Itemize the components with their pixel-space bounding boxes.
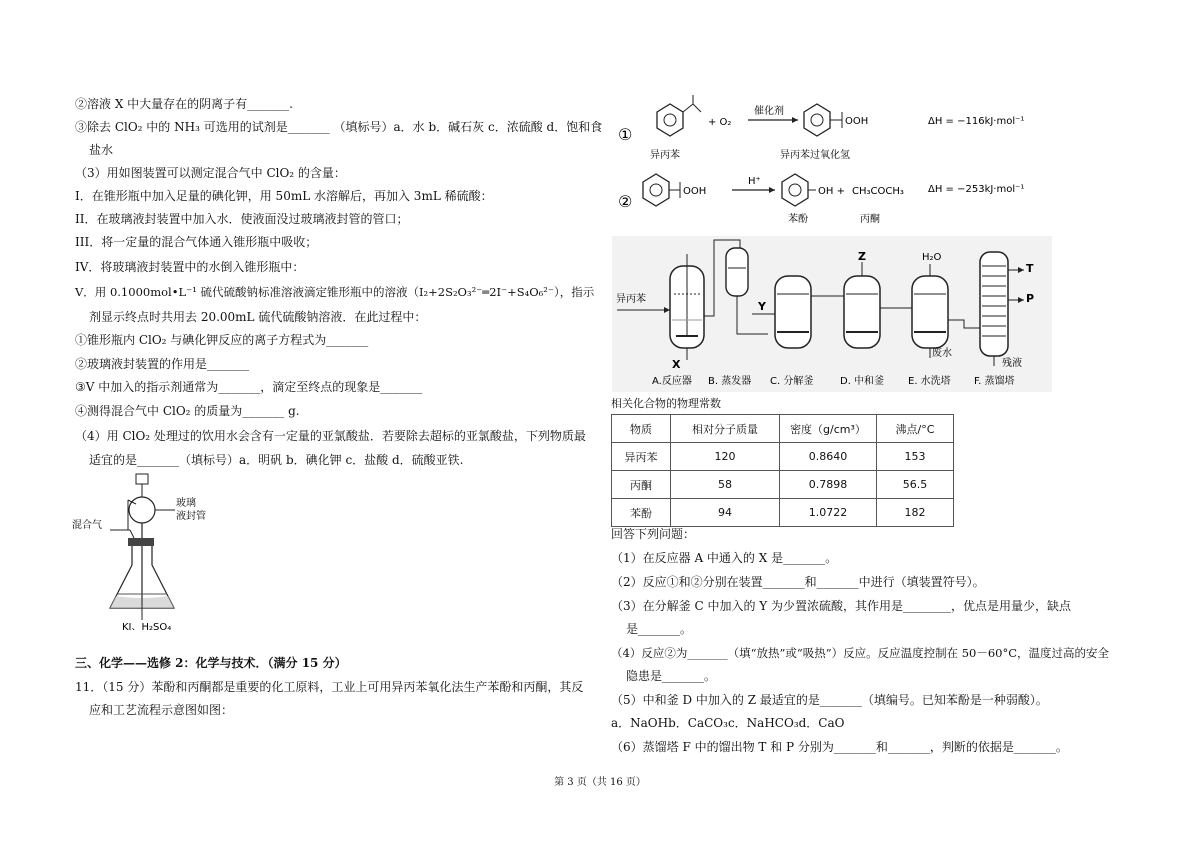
- dh2-label: ΔH = −253kJ·mol⁻¹: [928, 184, 1025, 195]
- solution-label: KI、H₂SO₄: [122, 622, 172, 630]
- table-cell: 153: [877, 443, 954, 471]
- text-line: ②溶液 X 中大量存在的阴离子有_______.: [75, 97, 293, 111]
- text-line: （1）在反应器 A 中通入的 X 是_______。: [611, 551, 838, 565]
- text-line: 回答下列问题：: [611, 527, 696, 541]
- text-line: ④测得混合气中 ClO₂ 的质量为_______ g.: [75, 404, 300, 418]
- section-heading: 三、化学——选修 2：化学与技术．（满分 15 分）: [75, 656, 347, 670]
- table-cell: 56.5: [877, 471, 954, 499]
- process-flow-diagram: [612, 236, 1052, 392]
- text-line: （4）用 ClO₂ 处理过的饮用水会含有一定量的亚氯酸盐．若要除去超标的亚氯酸盐，下列物质最: [75, 429, 586, 443]
- seal-label-2: 液封管: [176, 511, 206, 522]
- unit-label-e: E. 水洗塔: [908, 376, 951, 387]
- text-line: ②玻璃液封装置的作用是_______: [75, 357, 250, 371]
- y-label: Y: [758, 300, 766, 313]
- reaction-scheme: [610, 92, 1050, 237]
- neutralizer-d: [844, 276, 880, 348]
- table-header-cell: 相对分子质量: [671, 415, 780, 443]
- table-cell: 1.0722: [780, 499, 877, 527]
- text-line: ③V 中加入的指示剂通常为_______，滴定至终点的现象是_______: [75, 380, 423, 394]
- acetone-name: 丙酮: [860, 214, 880, 225]
- washer-e: [912, 276, 948, 348]
- page-footer: 第 3 页（共 16 页）: [554, 777, 646, 788]
- text-line: 盐水: [89, 143, 114, 157]
- table-header-cell: 物质: [612, 415, 671, 443]
- benzene-ring: [657, 104, 683, 136]
- text-line: （3）在分解釜 C 中加入的 Y 为少置浓硫酸，其作用是________，优点是用量少，缺点: [611, 599, 1071, 613]
- text-line: （6）蒸馏塔 F 中的馏出物 T 和 P 分别为_______和_______，判断的依据是_______。: [611, 740, 1068, 754]
- table-cell: 120: [671, 443, 780, 471]
- apparatus-diagram: [70, 470, 210, 630]
- x-label: X: [672, 358, 681, 371]
- p-label: P: [1026, 292, 1035, 305]
- water-label: H₂O: [922, 252, 942, 263]
- text-line: （5）中和釜 D 中加入的 Z 最适宜的是_______（填编号。已知苯酚是一种弱酸）。: [611, 693, 1048, 707]
- text-line: 隐患是_______。: [626, 669, 717, 683]
- phenol-oh-label: OH +: [818, 186, 845, 197]
- feed-label: 异丙苯: [616, 294, 646, 305]
- table-cell: 0.8640: [780, 443, 877, 471]
- text-line: 应和工艺流程示意图如图：: [89, 703, 234, 717]
- text-line: 是_______。: [626, 622, 693, 636]
- residue-label: 残液: [1002, 358, 1022, 369]
- hydroperoxide-name: 异丙苯过氧化氢: [780, 150, 850, 161]
- text-line: a．NaOHb．CaCO₃c．NaHCO₃d．CaO: [611, 716, 845, 730]
- table-header-cell: 沸点/°C: [877, 415, 954, 443]
- text-line: V．用 0.1000mol•L⁻¹ 硫代硫酸钠标准溶液滴定锥形瓶中的溶液（I₂+2S₂O₃²⁻═2I⁻+S₄O₆²⁻），指示: [75, 285, 595, 299]
- seal-label: 玻璃: [176, 498, 196, 509]
- unit-label-b: B. 蒸发器: [708, 376, 752, 387]
- text-line: （3）用如图装置可以测定混合气中 ClO₂ 的含量：: [75, 166, 346, 180]
- unit-label-d: D. 中和釜: [840, 376, 885, 387]
- table-caption: 相关化合物的物理常数: [611, 397, 721, 410]
- table-cell: 丙酮: [612, 471, 671, 499]
- o2-label: + O₂: [708, 117, 732, 128]
- table-cell: 94: [671, 499, 780, 527]
- table-cell: 异丙苯: [612, 443, 671, 471]
- gas-label: 混合气: [72, 520, 102, 531]
- benzene-ring: [643, 174, 669, 206]
- phenol-name: 苯酚: [788, 214, 808, 225]
- table-cell: 58: [671, 471, 780, 499]
- table-cell: 苯酚: [612, 499, 671, 527]
- text-line: ①锥形瓶内 ClO₂ 与碘化钾反应的离子方程式为_______: [75, 333, 369, 347]
- text-line: （4）反应②为_______（填“放热”或“吸热”）反应。反应温度控制在 50－60°C，温度过高的安全: [611, 646, 1110, 660]
- table-row: [612, 499, 954, 527]
- acetone-formula: CH₃COCH₃: [852, 186, 904, 197]
- table-row: [612, 471, 954, 499]
- text-line: ③除去 ClO₂ 中的 NH₃ 可选用的试剂是_______ （填标号）a．水 b．碱石灰 c．浓硫酸 d．饱和食: [75, 120, 603, 134]
- unit-label-a: A.反应器: [652, 376, 692, 387]
- evaporator-b: [726, 248, 748, 296]
- reaction-1-number: ①: [618, 125, 633, 144]
- text-line: III．将一定量的混合气体通入锥形瓶中吸收；: [75, 235, 318, 249]
- text-line: 适宜的是_______（填标号）a．明矾 b．碘化钾 c．盐酸 d．硫酸亚铁.: [89, 453, 464, 467]
- ooh-label-2: OOH: [683, 186, 707, 197]
- text-line: 11．（15 分）苯酚和丙酮都是重要的化工原料，工业上可用异丙苯氧化法生产苯酚和丙酮，其反: [75, 680, 584, 694]
- text-line: I．在锥形瓶中加入足量的碘化钾，用 50mL 水溶解后，再加入 3mL 稀硫酸：: [75, 189, 493, 203]
- dh1-label: ΔH = −116kJ·mol⁻¹: [928, 116, 1025, 127]
- table-row: [612, 443, 954, 471]
- waste-water-label: 废水: [932, 348, 952, 359]
- z-label: Z: [858, 250, 866, 263]
- catalyst-label: 催化剂: [754, 106, 784, 117]
- benzene-ring: [804, 104, 830, 136]
- constants-table: [611, 414, 954, 527]
- ooh-label: OOH: [845, 116, 869, 127]
- table-cell: 182: [877, 499, 954, 527]
- acid-catalyst-label: H⁺: [748, 176, 761, 187]
- reaction-2-number: ②: [618, 192, 633, 211]
- table-header-cell: 密度（g/cm³）: [780, 415, 877, 443]
- column-f: [980, 252, 1008, 356]
- text-line: 剂显示终点时共用去 20.00mL 硫代硫酸钠溶液．在此过程中：: [89, 310, 427, 324]
- text-line: IV．将玻璃液封装置中的水倒入锥形瓶中：: [75, 260, 305, 274]
- text-line: II．在玻璃液封装置中加入水．使液面没过玻璃液封管的管口；: [75, 212, 409, 226]
- t-label: T: [1026, 262, 1034, 275]
- decomposer-c: [775, 276, 811, 348]
- table-header-row: [612, 415, 954, 443]
- benzene-ring: [782, 174, 808, 206]
- unit-label-f: F. 蒸馏塔: [974, 376, 1015, 387]
- text-line: （2）反应①和②分别在装置_______和_______中进行（填装置符号）。: [611, 575, 985, 589]
- unit-label-c: C. 分解釜: [770, 376, 814, 387]
- cumene-name: 异丙苯: [650, 150, 680, 161]
- table-cell: 0.7898: [780, 471, 877, 499]
